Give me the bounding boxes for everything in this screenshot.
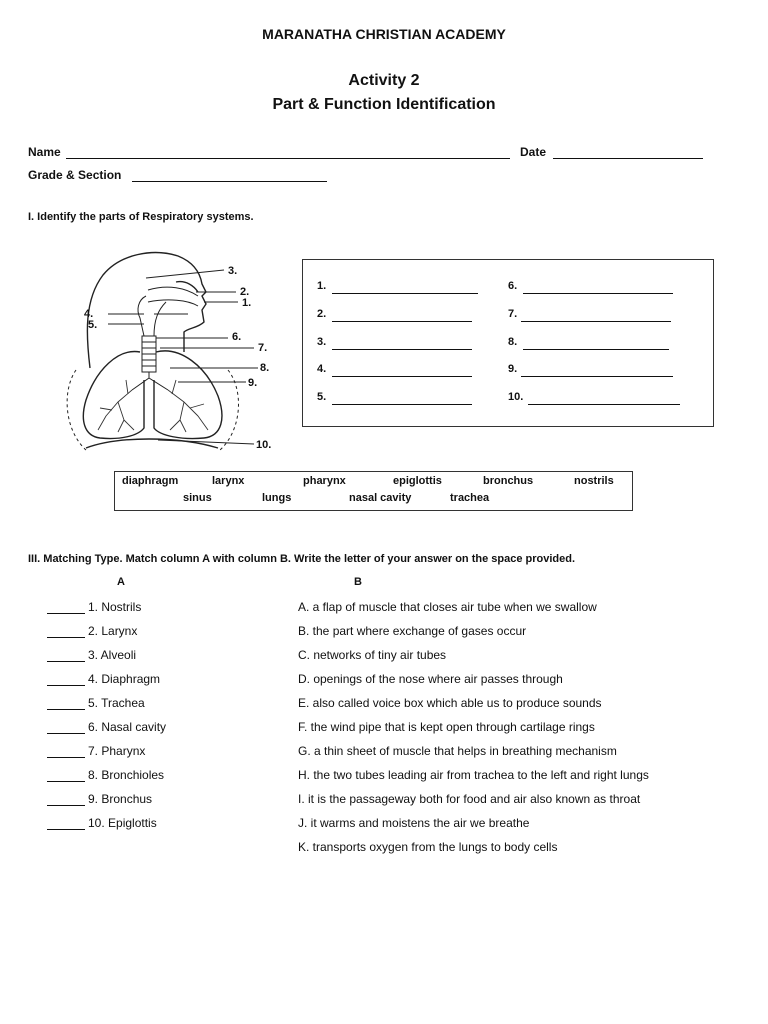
diagram-label: 4.: [84, 308, 94, 320]
answer-blank-3[interactable]: [332, 337, 472, 350]
column-a-item: 10. Epiglottis: [88, 816, 157, 830]
answer-blank-8[interactable]: [523, 337, 669, 350]
section1-title: I. Identify the parts of Respiratory systems.: [28, 211, 254, 223]
answer-number: 9.: [508, 363, 518, 375]
word-bank-item: bronchus: [483, 475, 534, 487]
word-bank-item: diaphragm: [122, 475, 179, 487]
leader-lines: [108, 270, 258, 444]
diagram-label: 2.: [240, 286, 250, 298]
diagram-label: 10.: [256, 439, 272, 451]
activity-subtitle: Part & Function Identification: [272, 96, 496, 113]
word-bank-item: larynx: [212, 475, 245, 487]
match-blank-7[interactable]: [47, 745, 85, 758]
word-bank-item: trachea: [450, 492, 490, 504]
column-b-item: J. it warms and moistens the air we breathe: [298, 816, 530, 830]
grade-field[interactable]: [132, 169, 327, 182]
name-label: Name: [28, 145, 61, 159]
airway: [132, 296, 168, 390]
match-blank-8[interactable]: [47, 769, 85, 782]
match-blank-6[interactable]: [47, 721, 85, 734]
school-name: MARANATHA CHRISTIAN ACADEMY: [262, 26, 506, 42]
word-bank-item: nostrils: [574, 475, 614, 487]
match-blank-5[interactable]: [47, 697, 85, 710]
date-label: Date: [520, 145, 547, 159]
diagram-label: 3.: [228, 265, 238, 277]
column-b-item: I. it is the passageway both for food and air also known as throat: [298, 792, 641, 806]
match-blank-10[interactable]: [47, 817, 85, 830]
column-b-item: A. a flap of muscle that closes air tube when we swallow: [298, 600, 597, 614]
column-a-item: 4. Diaphragm: [88, 672, 161, 686]
word-bank: [114, 471, 633, 511]
word-bank-item: nasal cavity: [349, 492, 412, 504]
match-blank-2[interactable]: [47, 625, 85, 638]
activity-title: Activity 2: [348, 72, 420, 89]
column-a-item: 5. Trachea: [88, 696, 145, 710]
answer-number: 6.: [508, 280, 518, 292]
match-blank-9[interactable]: [47, 793, 85, 806]
answer-number: 3.: [317, 336, 327, 348]
diagram-label: 1.: [242, 297, 252, 309]
answer-blank-7[interactable]: [521, 309, 671, 322]
answer-number: 8.: [508, 336, 518, 348]
diagram-label: 9.: [248, 377, 258, 389]
column-b-item: F. the wind pipe that is kept open through cartilage rings: [298, 720, 595, 734]
column-b-item: B. the part where exchange of gases occur: [298, 624, 527, 638]
diagram-label: 7.: [258, 342, 268, 354]
word-bank-item: lungs: [262, 492, 292, 504]
answer-blank-4[interactable]: [332, 364, 472, 377]
column-b-item: K. transports oxygen from the lungs to body cells: [298, 840, 558, 854]
column-b-item: E. also called voice box which able us to produce sounds: [298, 696, 602, 710]
column-b-header: B: [354, 576, 362, 588]
answer-number: 7.: [508, 308, 518, 320]
column-a-item: 8. Bronchioles: [88, 768, 165, 782]
name-field[interactable]: [66, 146, 510, 159]
match-blank-1[interactable]: [47, 601, 85, 614]
diagram-label: 5.: [88, 319, 98, 331]
column-a-item: 6. Nasal cavity: [88, 720, 167, 734]
respiratory-diagram: [28, 240, 290, 458]
match-blank-4[interactable]: [47, 673, 85, 686]
answer-blank-10[interactable]: [528, 392, 680, 405]
column-a-item: 7. Pharynx: [88, 744, 146, 758]
answer-number: 4.: [317, 363, 327, 375]
diagram-label: 6.: [232, 331, 242, 343]
column-b-item: C. networks of tiny air tubes: [298, 648, 447, 662]
word-bank-item: pharynx: [303, 475, 346, 487]
answer-blank-6[interactable]: [523, 281, 673, 294]
answer-blank-1[interactable]: [332, 281, 478, 294]
head-outline: [87, 253, 206, 368]
column-b-item: G. a thin sheet of muscle that helps in breathing mechanism: [298, 744, 617, 758]
column-a-item: 3. Alveoli: [88, 648, 137, 662]
match-blank-3[interactable]: [47, 649, 85, 662]
answer-blank-9[interactable]: [521, 364, 673, 377]
answer-blank-5[interactable]: [332, 392, 472, 405]
word-bank-item: epiglottis: [393, 475, 442, 487]
column-b-item: H. the two tubes leading air from trachea to the left and right lungs: [298, 768, 649, 782]
section3-title: III. Matching Type. Match column A with column B. Write the letter of your answer on the space provided.: [28, 553, 576, 565]
bronchial-tree: [98, 380, 208, 432]
column-a-item: 9. Bronchus: [88, 792, 153, 806]
answer-number: 5.: [317, 391, 327, 403]
answer-number: 10.: [508, 391, 524, 403]
word-bank-item: sinus: [183, 492, 212, 504]
answer-blank-2[interactable]: [332, 309, 472, 322]
answer-number: 1.: [317, 280, 327, 292]
answer-number: 2.: [317, 308, 327, 320]
column-a-item: 1. Nostrils: [88, 600, 142, 614]
column-a-item: 2. Larynx: [88, 624, 138, 638]
diagram-label: 8.: [260, 362, 270, 374]
grade-label: Grade & Section: [28, 168, 122, 182]
column-a-header: A: [117, 576, 125, 588]
date-field[interactable]: [553, 146, 703, 159]
column-b-item: D. openings of the nose where air passes through: [298, 672, 563, 686]
